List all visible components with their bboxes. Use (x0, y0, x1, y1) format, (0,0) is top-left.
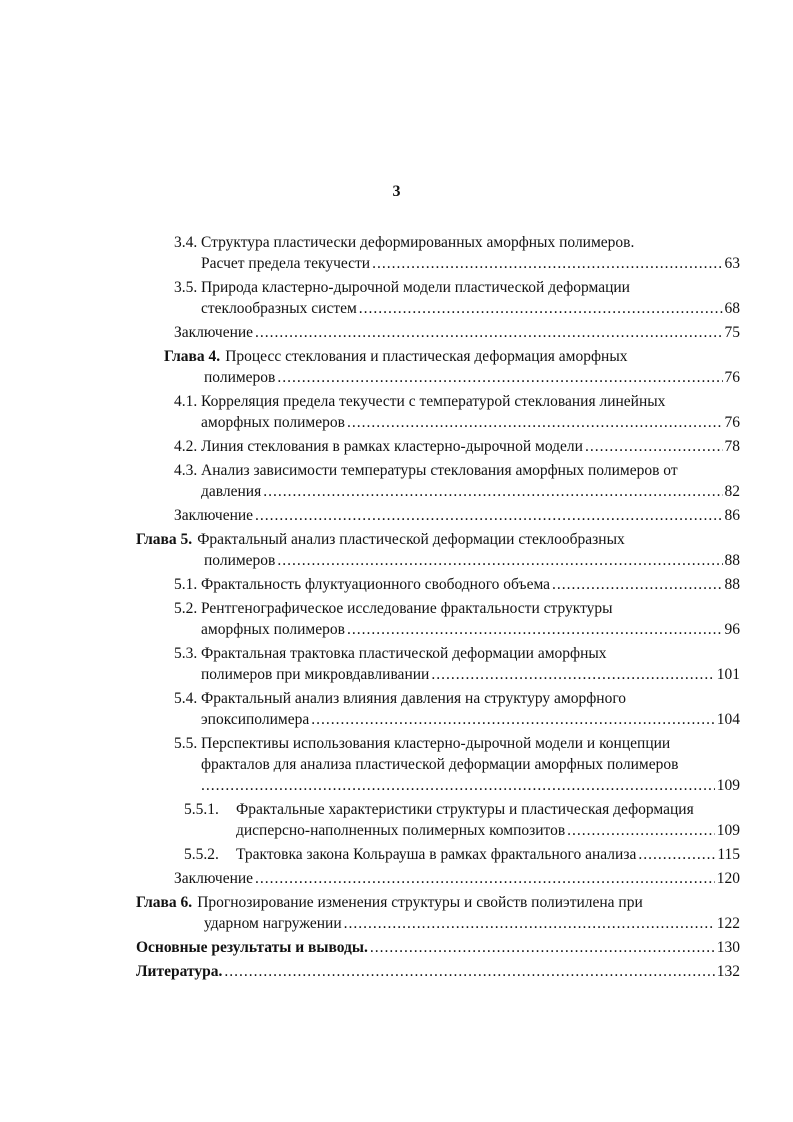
toc-entry-title: Фрактальность флуктуационного свободного объема (201, 576, 551, 593)
toc-entry-title-cont: аморфных полимеров (201, 414, 345, 431)
toc-page-ref: 88 (724, 552, 740, 569)
leader-dots (552, 574, 722, 595)
leader-dots (567, 820, 715, 841)
toc-entry-4-2[interactable] (136, 436, 740, 457)
toc-entry-title: Линия стеклования в рамках кластерно-дырочной модели (201, 438, 583, 455)
toc-page-ref: 76 (724, 414, 740, 431)
toc-entry-title-cont: полимеров (204, 369, 276, 386)
toc-entry-summary[interactable] (136, 937, 740, 958)
toc-chapter-number: Глава 4. (164, 348, 221, 365)
toc-entry-5-5[interactable] (136, 733, 740, 796)
toc-entry-chapter-5[interactable] (136, 529, 740, 571)
toc-entry-title-cont: Расчет предела текучести (201, 255, 371, 272)
toc-entry-title: Фрактальный анализ влияния давления на структуру аморфного (201, 690, 627, 707)
toc-entry-title: Трактовка закона Кольрауша в рамках фрактального анализа (236, 846, 637, 863)
toc-entry-title: Заключение (174, 324, 254, 341)
toc-page-ref: 122 (716, 915, 740, 932)
toc-page-ref: 109 (716, 822, 740, 839)
leader-dots (255, 868, 715, 889)
toc-page-ref: 101 (716, 666, 740, 683)
toc-page-ref: 130 (716, 939, 740, 956)
leader-dots (638, 844, 715, 865)
toc-page-ref: 75 (724, 324, 740, 341)
toc-chapter-number: Глава 6. (136, 894, 193, 911)
leader-dots (347, 619, 723, 640)
leader-dots (431, 664, 714, 685)
toc-entry-title-cont: аморфных полимеров (201, 621, 345, 638)
toc-chapter-number: Глава 5. (136, 531, 193, 548)
toc-page-ref: 115 (717, 846, 740, 863)
toc-entry-number: 5.1. (174, 576, 198, 593)
page-number: 3 (392, 183, 401, 200)
toc-entry-5-5-1[interactable] (136, 799, 740, 841)
toc-entry-title: Заключение (174, 507, 254, 524)
toc-entry-title-cont: стеклообразных систем (201, 300, 357, 317)
toc-entry-3-4[interactable] (136, 232, 740, 274)
leader-dots (347, 412, 723, 433)
toc-entry-chapter-6[interactable] (136, 892, 740, 934)
toc-page-ref: 88 (724, 576, 740, 593)
toc-entry-5-2[interactable] (136, 598, 740, 640)
table-of-contents (136, 232, 740, 985)
toc-entry-number: 3.5. (174, 279, 198, 296)
toc-entry-4-1[interactable] (136, 391, 740, 433)
toc-entry-title-cont: дисперсно-наполненных полимерных композитов (236, 822, 566, 839)
toc-entry-number: 5.5. (174, 735, 198, 752)
leader-dots (255, 505, 722, 526)
toc-page-ref: 86 (724, 507, 740, 524)
toc-entry-number: 5.4. (174, 690, 198, 707)
toc-entry-title: Фрактальный анализ пластической деформации стеклообразных (197, 531, 625, 548)
toc-entry-title: Анализ зависимости температуры стеклования аморфных полимеров от (201, 462, 678, 479)
leader-dots (344, 913, 715, 934)
leader-dots (224, 961, 714, 982)
toc-entry-title: Фрактальные характеристики структуры и пластическая деформация (236, 801, 694, 818)
leader-dots (311, 709, 715, 730)
leader-dots (585, 436, 723, 457)
toc-page-ref: 109 (716, 777, 740, 794)
toc-entry-title: Прогнозирование изменения структуры и свойств полиэтилена при (197, 894, 643, 911)
toc-entry-5-5-2[interactable] (136, 844, 740, 865)
toc-page-ref: 132 (716, 963, 740, 980)
toc-entry-number: 5.3. (174, 645, 198, 662)
toc-entry-number: 4.2. (174, 438, 198, 455)
toc-page-ref: 82 (724, 483, 740, 500)
toc-entry-number: 4.1. (174, 393, 198, 410)
leader-dots (372, 253, 722, 274)
toc-entry-4-3[interactable] (136, 460, 740, 502)
toc-entry-title: Перспективы использования кластерно-дырочной модели и концепции (201, 735, 671, 752)
toc-entry-number: 3.4. (174, 234, 198, 251)
toc-entry-5-4[interactable] (136, 688, 740, 730)
toc-entry-number: 5.2. (174, 600, 198, 617)
toc-entry-number: 5.5.2. (184, 846, 219, 863)
toc-entry-chapter-4[interactable] (136, 346, 740, 388)
toc-page-ref: 96 (724, 621, 740, 638)
toc-entry-number: 5.5.1. (184, 801, 219, 818)
toc-entry-5-3[interactable] (136, 643, 740, 685)
toc-entry-title-cont: фракталов для анализа пластической деформации аморфных полимеров (201, 756, 679, 773)
toc-entry-number: 4.3. (174, 462, 198, 479)
toc-entry-title: Процесс стеклования и пластическая деформация аморфных (225, 348, 628, 365)
toc-entry-title-cont: ударном нагружении (204, 915, 342, 932)
toc-entry-title: Природа кластерно-дырочной модели пластической деформации (201, 279, 630, 296)
toc-entry-title-cont: полимеров (204, 552, 276, 569)
toc-entry-title-cont: давления (201, 483, 262, 500)
toc-entry-conclusion-4[interactable] (136, 505, 740, 526)
leader-dots (277, 550, 722, 571)
toc-entry-title-cont: эпоксиполимера (201, 711, 310, 728)
toc-entry-title: Основные результаты и выводы. (136, 939, 368, 956)
toc-entry-title: Структура пластически деформированных аморфных полимеров. (201, 234, 635, 251)
toc-page-ref: 68 (724, 300, 740, 317)
toc-page-ref: 104 (716, 711, 740, 728)
toc-entry-title: Заключение (174, 870, 254, 887)
toc-page-ref: 63 (724, 255, 740, 272)
leader-dots (201, 775, 715, 796)
leader-dots (255, 322, 722, 343)
toc-entry-title: Фрактальная трактовка пластической деформации аморфных (201, 645, 607, 662)
toc-page-ref: 78 (724, 438, 740, 455)
leader-dots (370, 937, 715, 958)
leader-dots (277, 367, 722, 388)
toc-entry-5-1[interactable] (136, 574, 740, 595)
toc-page-ref: 76 (724, 369, 740, 386)
toc-entry-title-cont: полимеров при микровдавливании (201, 666, 430, 683)
toc-entry-title: Корреляция предела текучести с температурой стеклования линейных (201, 393, 666, 410)
toc-entry-conclusion-3[interactable] (136, 322, 740, 343)
toc-entry-conclusion-5[interactable] (136, 868, 740, 889)
toc-entry-title: Рентгенографическое исследование фрактальности структуры (201, 600, 613, 617)
toc-page-ref: 120 (716, 870, 740, 887)
toc-entry-title: Литература. (136, 963, 223, 980)
toc-entry-3-5[interactable] (136, 277, 740, 319)
toc-entry-bibliography[interactable] (136, 961, 740, 982)
leader-dots (359, 298, 723, 319)
leader-dots (263, 481, 722, 502)
